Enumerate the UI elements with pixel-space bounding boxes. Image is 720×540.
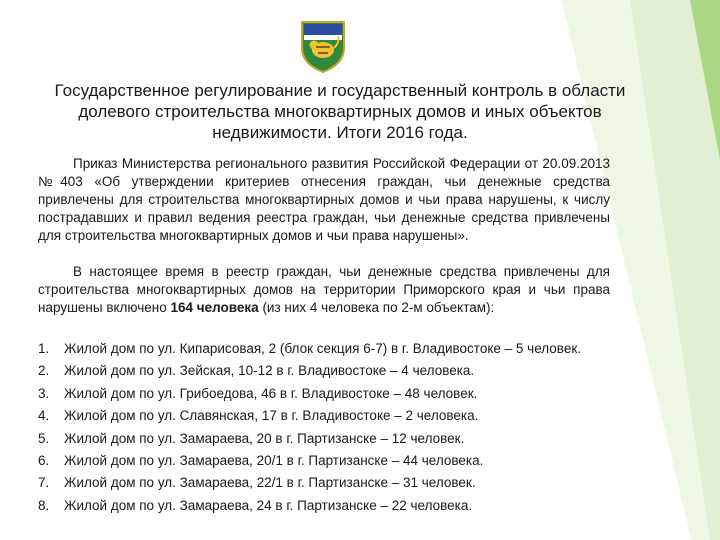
slide-title: Государственное регулирование и государственный контроль в области долевого строительства многоквартирных домов и иных объектов недвижимости. Итоги 2016 года. [54,81,626,142]
list-item [38,407,610,425]
list-item [38,385,610,403]
registry-count: 164 человека [170,300,259,315]
list-item-number: 5. [38,430,50,446]
list-item-text: Жилой дом по ул. Замараева, 22/1 в г. Партизанске – 31 человек. [64,475,476,491]
list-item-number: 3. [38,385,50,401]
list-item-text: Жилой дом по ул. Славянская, 17 в г. Владивостоке – 2 человека. [64,408,479,424]
order-paragraph [38,155,610,245]
list-item-number: 6. [38,452,50,468]
list-item [38,452,610,470]
list-item-number: 8. [38,497,50,513]
list-item-number: 1. [38,341,50,356]
list-item [38,474,610,492]
list-item [38,362,610,380]
registry-text-after: (из них 4 человека по 2-м объектам): [258,300,495,315]
object-list [38,340,610,519]
coat-of-arms-icon [298,18,348,74]
list-item-number: 2. [38,363,50,379]
list-item-number: 7. [38,475,50,491]
list-item [38,340,610,358]
list-item-text: Жилой дом по ул. Замараева, 24 в г. Партизанске – 22 человека. [64,497,473,513]
registry-paragraph [38,263,610,317]
list-item-text: Жилой дом по ул. Зейская, 10-12 в г. Владивостоке – 4 человека. [64,363,475,379]
order-text: Приказ Министерства регионального развития Российской Федерации от 20.09.2013 №403 «Об утверждении критериев отнесения граждан, чьи денежные средства привлечены для строительства многоквартирных домов и чьи права нарушены, к числу пострадавших и правил ведения реестра граждан, чьи денежные средства привлечены для строительства многоквартирных домов и чьи права нарушены». [38,156,610,243]
list-item-text: Жилой дом по ул. Замараева, 20/1 в г. Партизанске – 44 человека. [64,452,484,468]
registry-text-before: В настоящее время в реестр граждан, чьи денежные средства привлечены для строительства многоквартирных домов на территории Приморского края и чьи права нарушены включено [38,264,610,315]
list-item-text: Жилой дом по ул. Грибоедова, 46 в г. Владивостоке – 48 человек. [64,385,478,401]
list-item-text: Жилой дом по ул. Замараева, 20 в г. Партизанске – 12 человек. [64,430,465,446]
list-item [38,497,610,515]
list-item-text: Жилой дом по ул. Кипарисовая, 2 (блок секция 6-7) в г. Владивостоке – 5 человек. [64,341,581,356]
list-item [38,430,610,448]
list-item-number: 4. [38,408,50,424]
